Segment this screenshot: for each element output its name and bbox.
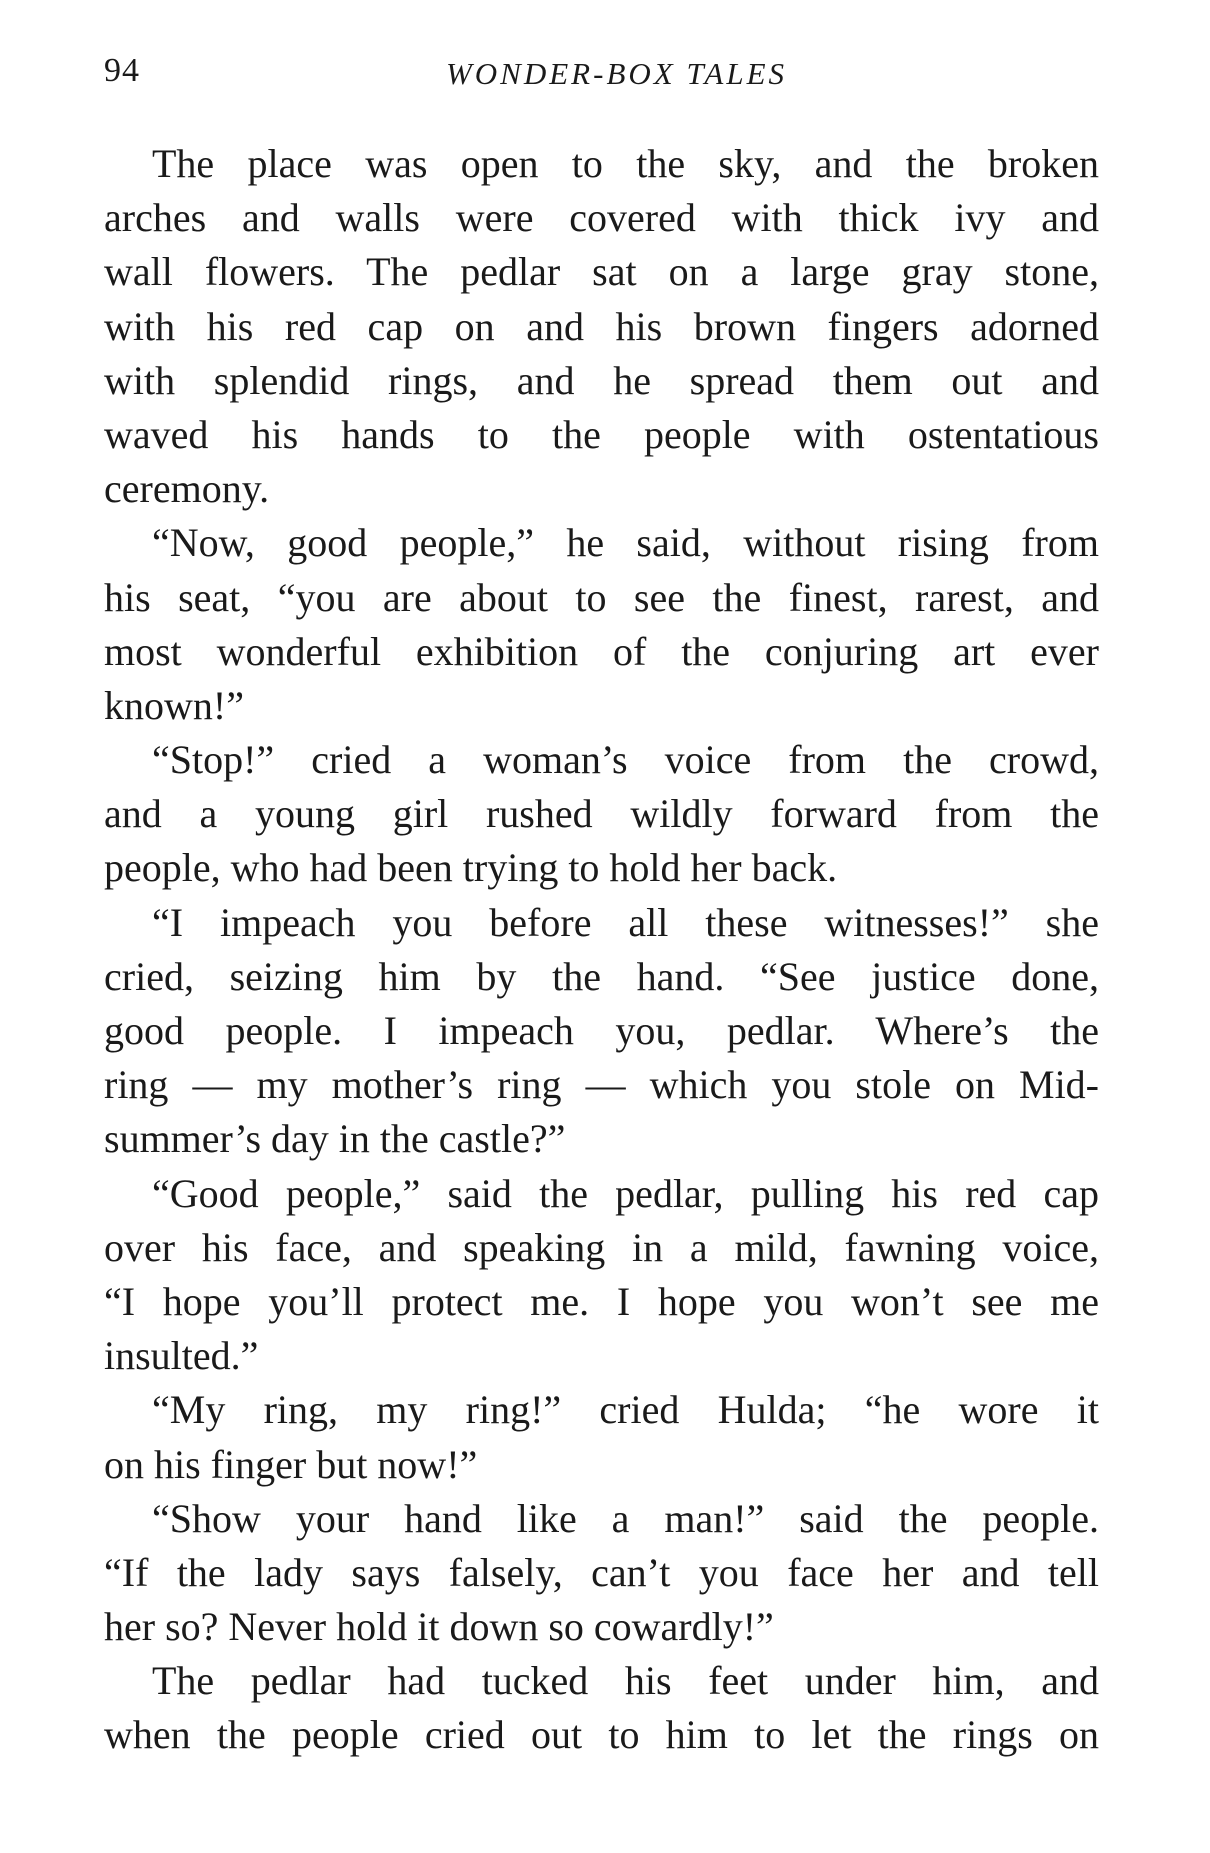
text-line: “Good people,” said the pedlar, pulling his red cap xyxy=(152,1170,1099,1216)
page-number: 94 xyxy=(104,52,140,89)
text-line: The pedlar had tucked his feet under him, and xyxy=(152,1658,1099,1704)
text-line: with splendid rings, and he spread them out and xyxy=(104,357,1099,403)
text-line: The place was open to the sky, and the broken xyxy=(152,141,1099,186)
text-line: summer’s day in the castle?” xyxy=(104,1116,566,1162)
text-line: over his face, and speaking in a mild, fawning voice, xyxy=(104,1224,1099,1270)
text-line: most wonderful exhibition of the conjuring art ever xyxy=(104,628,1099,674)
text-line: with his red cap on and his brown fingers adorned xyxy=(104,303,1099,349)
text-line: cried, seizing him by the hand. “See justice done, xyxy=(104,953,1099,999)
text-line: “Stop!” cried a woman’s voice from the crowd, xyxy=(152,737,1099,783)
text-line: known!” xyxy=(104,682,244,728)
text-line: “Now, good people,” he said, without rising from xyxy=(152,520,1099,566)
text-line: people, who had been trying to hold her back. xyxy=(104,845,838,891)
text-line: “I hope you’ll protect me. I hope you won’t see me xyxy=(104,1278,1099,1324)
text-line: waved his hands to the people with ostentatious xyxy=(104,411,1099,457)
running-title: WONDER-BOX TALES xyxy=(445,56,788,91)
text-line: “Show your hand like a man!” said the people. xyxy=(152,1495,1099,1541)
text-line: on his finger but now!” xyxy=(104,1441,478,1487)
text-line: his seat, “you are about to see the finest, rarest, and xyxy=(104,574,1099,620)
text-line: “I impeach you before all these witnesses!” she xyxy=(152,899,1099,945)
body-text xyxy=(104,137,1099,1763)
text-line: and a young girl rushed wildly forward from the xyxy=(104,791,1099,837)
page-header xyxy=(104,52,1099,92)
text-line: wall flowers. The pedlar sat on a large gray stone, xyxy=(104,249,1099,295)
text-line: when the people cried out to him to let the rings on xyxy=(104,1712,1099,1758)
text-line: ceremony. xyxy=(104,466,270,512)
text-line: “If the lady says falsely, can’t you face her and tell xyxy=(104,1549,1099,1595)
text-line: arches and walls were covered with thick ivy and xyxy=(104,195,1099,241)
text-line: her so? Never hold it down so cowardly!” xyxy=(104,1604,774,1650)
text-line: insulted.” xyxy=(104,1333,259,1379)
text-line: good people. I impeach you, pedlar. Where’s the xyxy=(104,1008,1099,1053)
text-line: ring — my mother’s ring — which you stole on Mid- xyxy=(104,1062,1099,1108)
text-line: “My ring, my ring!” cried Hulda; “he wore it xyxy=(152,1387,1099,1433)
